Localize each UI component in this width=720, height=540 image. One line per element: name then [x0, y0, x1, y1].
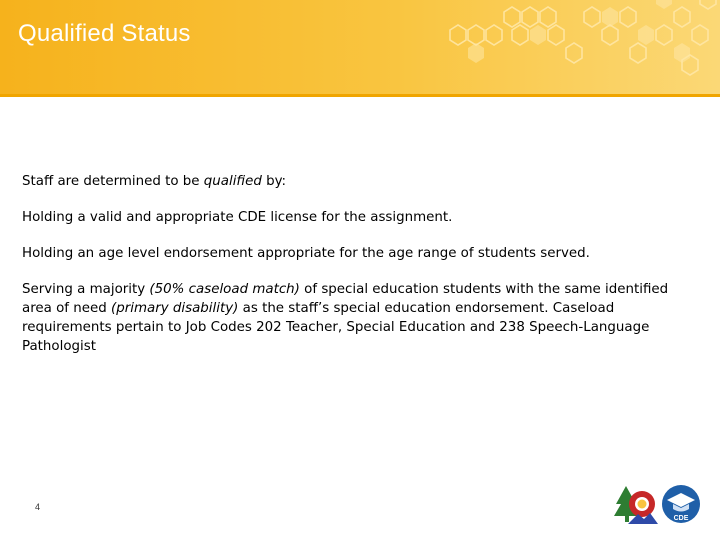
- criterion-endorsement: Holding an age level endorsement appropriate for the age range of students served.: [22, 246, 590, 261]
- caseload-emphasis-1: (50% caseload match): [149, 282, 300, 297]
- caseload-text-3: as the staff’s special education endorsement. Caseload requirements pertain to Job Codes 202 Teacher, Special Education and 238 Speech-Language Pathologist: [22, 301, 650, 354]
- header-divider: [0, 94, 720, 97]
- slide-body: [22, 172, 702, 356]
- criterion-caseload: [22, 280, 702, 356]
- cde-logo: [660, 483, 702, 525]
- intro-emphasis: qualified: [203, 174, 262, 189]
- colorado-logo: [612, 484, 660, 526]
- page-number: 4: [35, 502, 41, 512]
- cde-logo-text: CDE: [673, 515, 689, 522]
- intro-text: Staff are determined to be: [22, 174, 204, 189]
- caseload-emphasis-2: (primary disability): [111, 301, 239, 316]
- caseload-text-2: of special education students with the same identified area of need: [22, 282, 669, 316]
- intro-paragraph: [22, 172, 702, 191]
- slide-title: Qualified Status: [18, 20, 191, 47]
- criterion-license: Holding a valid and appropriate CDE license for the assignment.: [22, 210, 453, 225]
- caseload-text-1: Serving a majority: [22, 282, 150, 297]
- slide-header: [0, 0, 720, 94]
- hexagon-pattern-decoration: [420, 0, 720, 94]
- intro-text-end: by:: [261, 174, 287, 189]
